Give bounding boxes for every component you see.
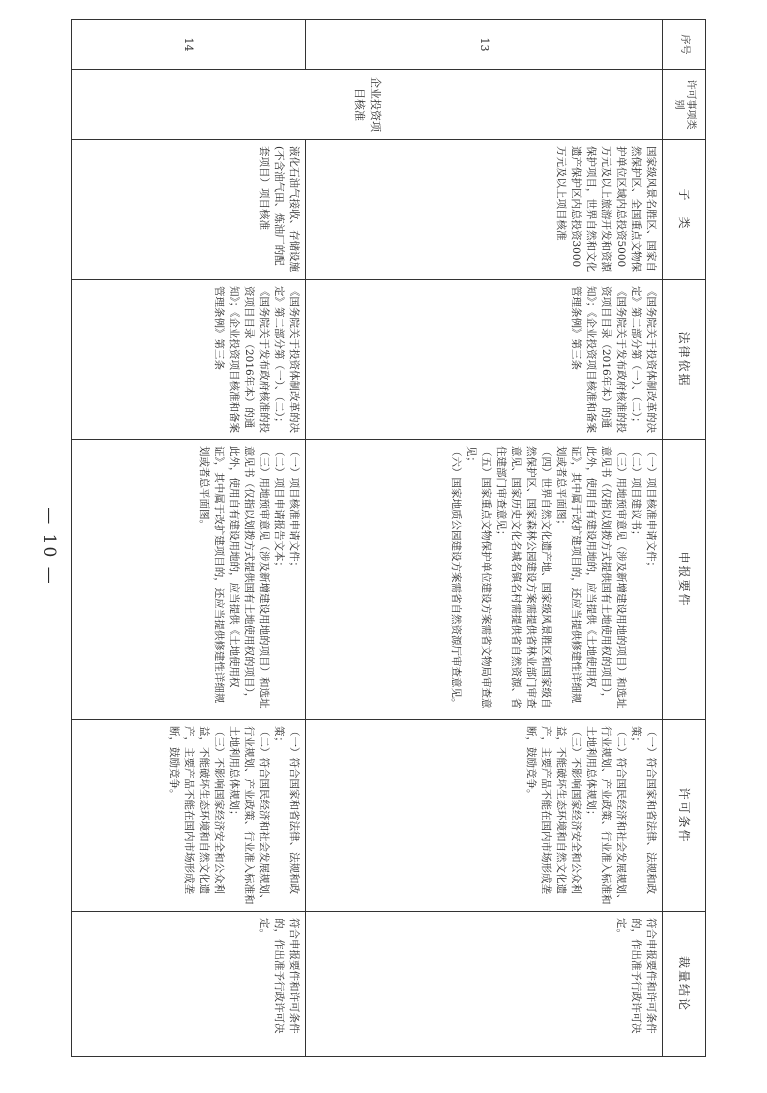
header-row	[663, 20, 706, 1057]
conclusion-cell: 符合申报要件和许可条件的，作出准予行政许可决定。	[72, 912, 306, 1057]
legal-basis-cell: 《国务院关于投资体制改革的决定》第二部分第（一）、（二）；《国务院关于发布政府核准的投资项目目录（2016年本）的通知》；《企业投资项目核准和备案管理条例》第三条	[72, 280, 306, 440]
header-conditions: 许可条件	[663, 720, 706, 912]
condition-item: （一）符合国家和省法律、法规和政策；	[273, 726, 301, 894]
header-index: 序号	[663, 20, 706, 70]
material-item: （二）项目建议书；	[630, 446, 642, 541]
header-materials: 申报要件	[663, 440, 706, 720]
row-index: 13	[306, 20, 663, 70]
condition-item: （三）不影响国家经济安全和公众利益，不能破坏生态环境和自然文化遗产，主要产品不能在国内市场形成垄断，鼓励竞争。	[525, 726, 582, 894]
conditions-cell	[72, 720, 306, 912]
header-subcategory: 子 类	[663, 140, 706, 280]
materials-cell	[72, 440, 306, 720]
material-item: （三）用地预审意见（涉及新增建设用地的项目）和选址意见书（仅指以划拨方式提供国有土地使用权的项目），此外，使用自有建设用地的，应当提供《土地使用权证》，其中属于改扩建项目的，还应当提供修建性详细规划或者总平面图；	[555, 446, 627, 709]
table-row	[72, 20, 306, 1057]
header-conclusion: 裁量结论	[663, 912, 706, 1057]
page-number: — 10 —	[39, 507, 59, 586]
material-item: （四）世界自然文化遗产地、国家级风景胜区和国家级自然保护区、国家森林公园建设方案需提供省林业部门审查意见、国家历史文化名城名镇名村需提供省自然资源、省住建部门审查意见；	[495, 446, 552, 709]
category-cell: 企业投资项目核准	[72, 70, 663, 140]
permit-table	[71, 19, 706, 1057]
legal-basis-cell: 《国务院关于投资体制改革的决定》第二部分第（一）、（二）；《国务院关于发布政府核准的投资项目目录（2016年本）的通知》；《企业投资项目核准和备案管理条例》第三条	[306, 280, 663, 440]
condition-item: （二）符合国民经济和社会发展规划、行业规划、产业政策、行业准入标准和土地利用总体规划；	[228, 726, 271, 905]
row-index: 14	[72, 20, 306, 70]
material-item: （三）用地预审意见（涉及新增建设用地的项目）和选址意见书（仅指以划拨方式提供国有土地使用权的项目），此外，使用自有建设用地的，应当提供《土地使用权证》，其中属于改扩建项目的，还应当提供修建性详细规划或者总平面图。	[198, 446, 271, 709]
material-item: （五）国家重点文物保护单位建设方案需省文物局审查意见；	[465, 446, 492, 709]
condition-item: （一）符合国家和省法律、法规和政策；	[630, 726, 657, 894]
header-category: 许可事项类别	[663, 70, 706, 140]
conclusion-cell: 符合申报要件和许可条件的，作出准予行政许可决定。	[306, 912, 663, 1057]
table-row	[306, 20, 663, 1057]
condition-item: （三）不影响国家经济安全和公众利益，不能破坏生态环境和自然文化遗产，主要产品不能在国内市场形成垄断，鼓励竞争。	[168, 726, 226, 894]
material-item: （二）项目申请报告文本；	[273, 446, 286, 572]
material-item: （一）项目核准申请文件；	[288, 446, 301, 572]
header-legal-basis: 法律依据	[663, 280, 706, 440]
material-item: （一）项目核准申请文件；	[645, 446, 657, 572]
conditions-cell	[306, 720, 663, 912]
material-item: （六）国家地质公园建设方案需省自然资源厅审查意见。	[450, 446, 462, 709]
subcategory-cell: 国家级风景名胜区、国家自然保护区、全国重点文物保护单位区域内总投资5000万元及以上旅游开发和资源保护项目，世界自然和文化遗产保护区内总投资3000万元及以上项目核准	[306, 140, 663, 280]
subcategory-cell: 液化石油气接收、存储设施(不含油气田、炼油厂的配套项目）项目核准	[72, 140, 306, 280]
materials-cell	[306, 440, 663, 720]
condition-item: （二）符合国民经济和社会发展规划、行业规划、产业政策、行业准入标准和土地利用总体规划；	[585, 726, 627, 905]
